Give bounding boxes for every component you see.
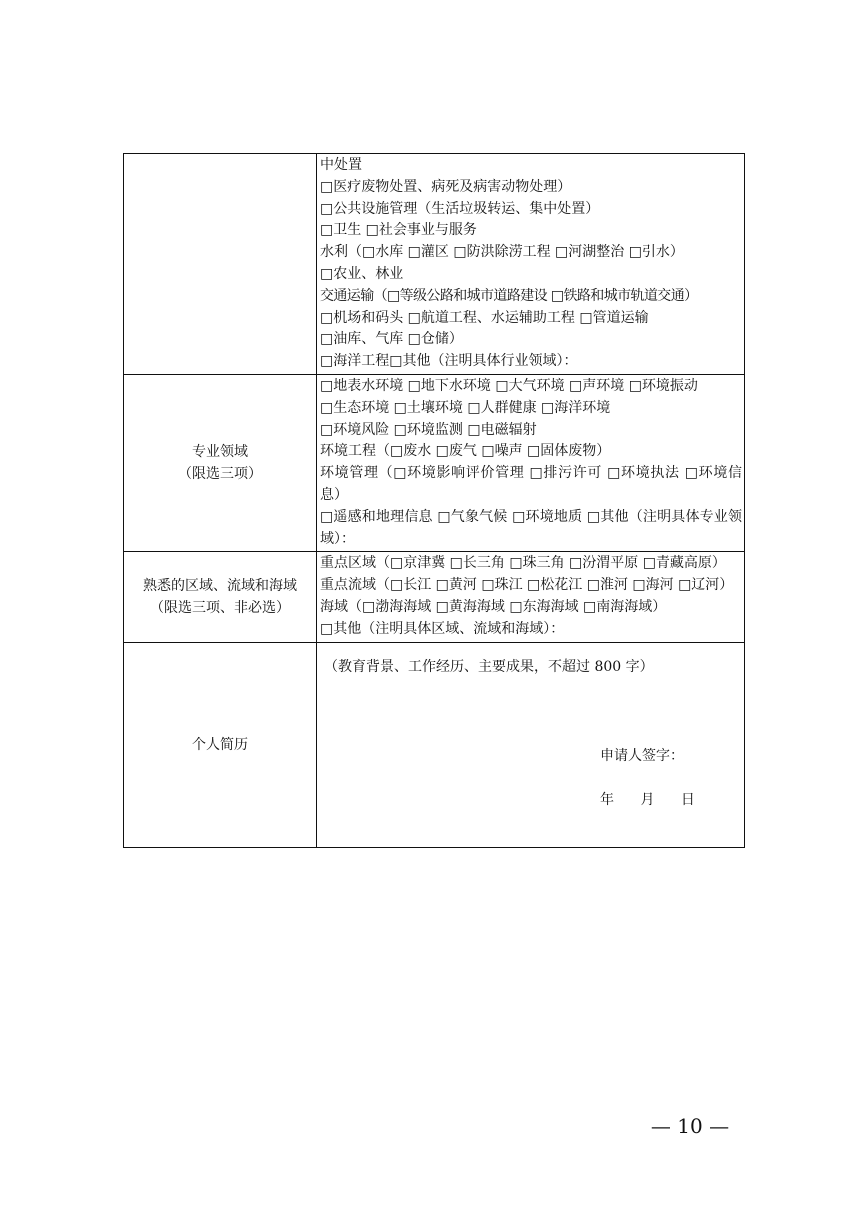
page-number: — 10 —	[650, 1114, 730, 1138]
row-label: 个人简历	[192, 736, 248, 753]
option-line: □生态环境 □土壤环境 □人群健康 □海洋环境	[320, 399, 611, 416]
option-line: □机场和码头 □航道工程、水运辅助工程 □管道运输	[320, 309, 649, 326]
resume-cell	[317, 642, 745, 847]
row-label-cell	[124, 552, 317, 642]
professional-field-cell	[317, 374, 745, 551]
option-line: 交通运输（□等级公路和城市道路建设 □铁路和城市轨道交通）	[320, 287, 698, 304]
industry-field-cell	[317, 154, 745, 375]
option-line: □农业、林业	[320, 265, 404, 282]
row-label-cell	[124, 642, 317, 847]
date-label: 年 月 日	[600, 791, 695, 808]
region-field-cell	[317, 552, 745, 642]
row-label-note: （限选三项）	[178, 466, 262, 483]
option-line: 环境工程（□废水 □废气 □噪声 □固体废物）	[320, 443, 611, 460]
table-row	[124, 642, 745, 847]
option-line: □医疗废物处置、病死及病害动物处理）	[320, 178, 572, 195]
row-label-cell	[124, 154, 317, 375]
option-line: 海域（□渤海海域 □黄海海域 □东海海域 □南海海域）	[320, 598, 667, 615]
applicant-signature-label: 申请人签字：	[600, 747, 684, 764]
option-line: □卫生 □社会事业与服务	[320, 222, 477, 239]
row-label-cell	[124, 374, 317, 551]
option-line: 水利（□水库 □灌区 □防洪除涝工程 □河湖整治 □引水）	[320, 244, 684, 261]
row-label: 熟悉的区域、流域和海域	[143, 577, 297, 594]
option-line: 重点流域（□长江 □黄河 □珠江 □松花江 □淮河 □海河 □辽河）	[320, 577, 734, 594]
option-line: □其他（注明具体区域、流域和海域）：	[320, 620, 565, 637]
table-row	[124, 552, 745, 642]
option-line: □油库、气库 □仓储）	[320, 331, 463, 348]
option-line: 重点区域（□京津冀 □长三角 □珠三角 □汾渭平原 □青藏高原）	[320, 555, 726, 572]
option-line: □环境风险 □环境监测 □电磁辐射	[320, 421, 537, 438]
option-line: 环境管理（□环境影响评价管理 □排污许可 □环境执法 □环境信息）	[320, 465, 742, 503]
row-label-note: （限选三项、非必选）	[150, 599, 290, 616]
table-row	[124, 154, 745, 375]
option-line: □海洋工程□其他（注明具体行业领域）：	[320, 353, 578, 370]
resume-hint: （教育背景、工作经历、主要成果，不超过 800 字）	[324, 658, 654, 675]
option-line: □公共设施管理（生活垃圾转运、集中处置）	[320, 200, 600, 217]
option-line: 中处置	[320, 157, 362, 173]
row-label: 专业领域	[192, 444, 248, 461]
option-line: □遥感和地理信息 □气象气候 □环境地质 □其他（注明具体专业领域）：	[320, 508, 742, 547]
table-row	[124, 374, 745, 551]
option-line: □地表水环境 □地下水环境 □大气环境 □声环境 □环境振动	[320, 377, 698, 394]
application-form-table	[123, 153, 745, 848]
